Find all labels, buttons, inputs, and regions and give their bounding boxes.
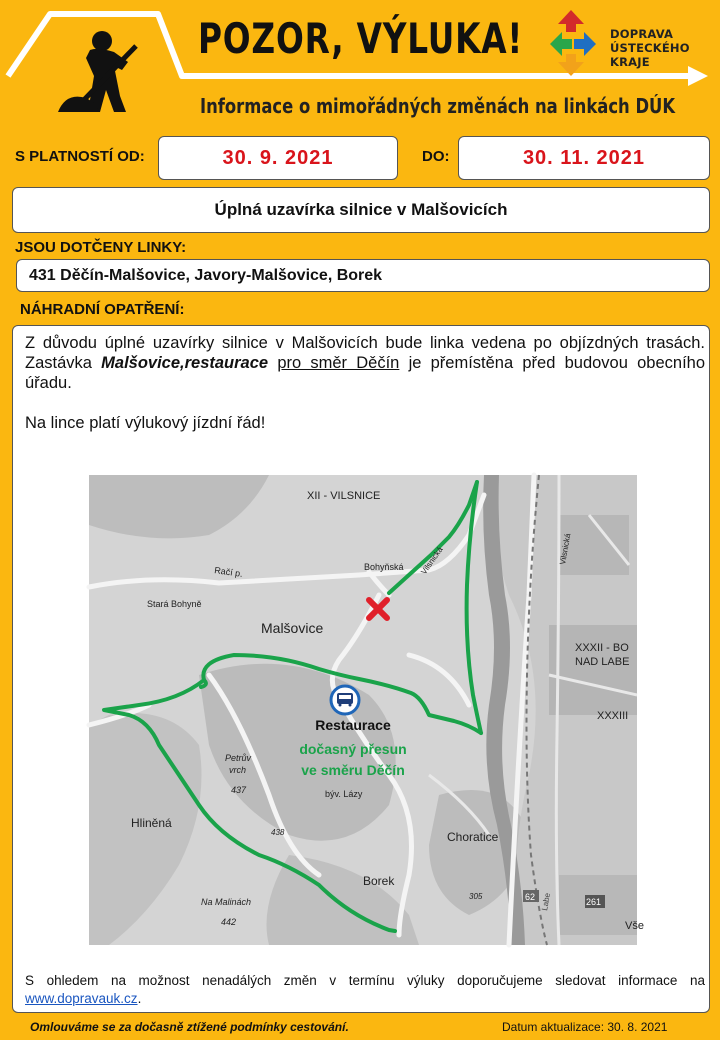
map-label-305: 305 [469,892,483,901]
stop-note-1: dočasný přesun [299,741,407,757]
worker-icon [58,31,136,112]
map-label-bohynska: Bohyňská [364,562,404,572]
map-label-nad-labem: NAD LABE [575,656,630,668]
valid-from-value: 30. 9. 2021 [158,136,398,180]
measures-label: NÁHRADNÍ OPATŘENÍ: [20,301,185,318]
footer-note [25,972,705,1008]
website-link[interactable]: www.dopravauk.cz [25,991,138,1006]
logo-text-line: DOPRAVA [610,27,674,41]
map-label-437: 437 [231,785,247,795]
affected-lines-label: JSOU DOTČENY LINKY: [15,239,187,256]
measures-text-part: Z důvodu úplné uzavírky silnice v Malšovicích bude linka vedena po objízdných trasách. Zastávka [25,334,705,372]
apology-note: Omlouváme se za dočasně ztížené podmínky cestování. [30,1020,349,1034]
stop-label: Restaurace [315,717,391,733]
map-label-labe: Labe [540,892,553,912]
measures-panel [12,325,710,1013]
direction-emphasis: pro směr Děčín [277,354,400,372]
map-label-byv-lazy: býv. Lázy [325,789,363,799]
update-date: Datum aktualizace: 30. 8. 2021 [502,1020,668,1034]
map-label-438: 438 [271,828,285,837]
map-label-petruv: Petrův [225,753,252,763]
timetable-note: Na lince platí výlukový jízdní řád! [25,414,266,432]
map-label-vilsnicka-2: Vilsnická [558,532,573,566]
valid-from-label: S PLATNOSTÍ OD: [15,148,145,165]
detour-map [89,475,644,945]
measures-text-part: je přemístěna před budovou obecního úřadu. [25,354,706,392]
logo-text [610,27,690,69]
logo-text-line: ÚSTECKÉHO [610,41,690,55]
map-label-stara-bohyne: Stará Bohyně [147,599,202,609]
map-label-bodenbach: XXXII - BO [575,642,629,654]
stop-note-2: ve směru Děčín [301,762,405,778]
map-label-vrch: vrch [229,765,247,775]
route-shield-261 [585,895,605,908]
map-label-vilsnice: XII - VILSNICE [307,490,381,502]
measures-text [25,333,705,433]
route-shield-261-label: 261 [586,897,602,907]
affected-lines-value: 431 Děčín-Malšovice, Javory-Malšovice, Borek [16,259,710,292]
route-shield-62-label: 62 [525,892,536,902]
measures-text-part [268,354,277,372]
valid-to-value: 30. 11. 2021 [458,136,710,180]
route-shield-62 [523,890,539,902]
map-label-vilsnicka: Vilsnická [419,545,445,577]
map-label-vse: Vše [625,920,644,932]
map-label-malsovice: Malšovice [261,620,324,636]
page-subtitle: Informace o mimořádných změnách na linkách DÚK [200,94,676,118]
map-label-442: 442 [221,917,237,927]
duk-logo-icon [550,10,596,76]
map-label-borek: Borek [363,874,395,888]
footer-note-text: S ohledem na možnost nenadálých změn v termínu výluky doporučujeme sledovat informace na [25,973,705,988]
page-title: POZOR, VÝLUKA! [198,14,524,63]
footer-note-end: . [137,991,142,1006]
map-label-hlinena: Hliněná [131,816,172,830]
bus-stop-icon [331,686,359,714]
map-label-na-malinach: Na Malinách [201,897,252,907]
valid-to-label: DO: [422,148,450,165]
stop-name-emphasis: Malšovice,restaurace [101,354,269,372]
logo-text-line: KRAJE [610,55,650,69]
notice-title: Úplná uzavírka silnice v Malšovicích [12,187,710,233]
map-label-choratice: Choratice [447,830,499,844]
map-label-xxxiii: XXXIII [597,710,629,722]
map-label-raci: Račí p. [213,565,244,579]
